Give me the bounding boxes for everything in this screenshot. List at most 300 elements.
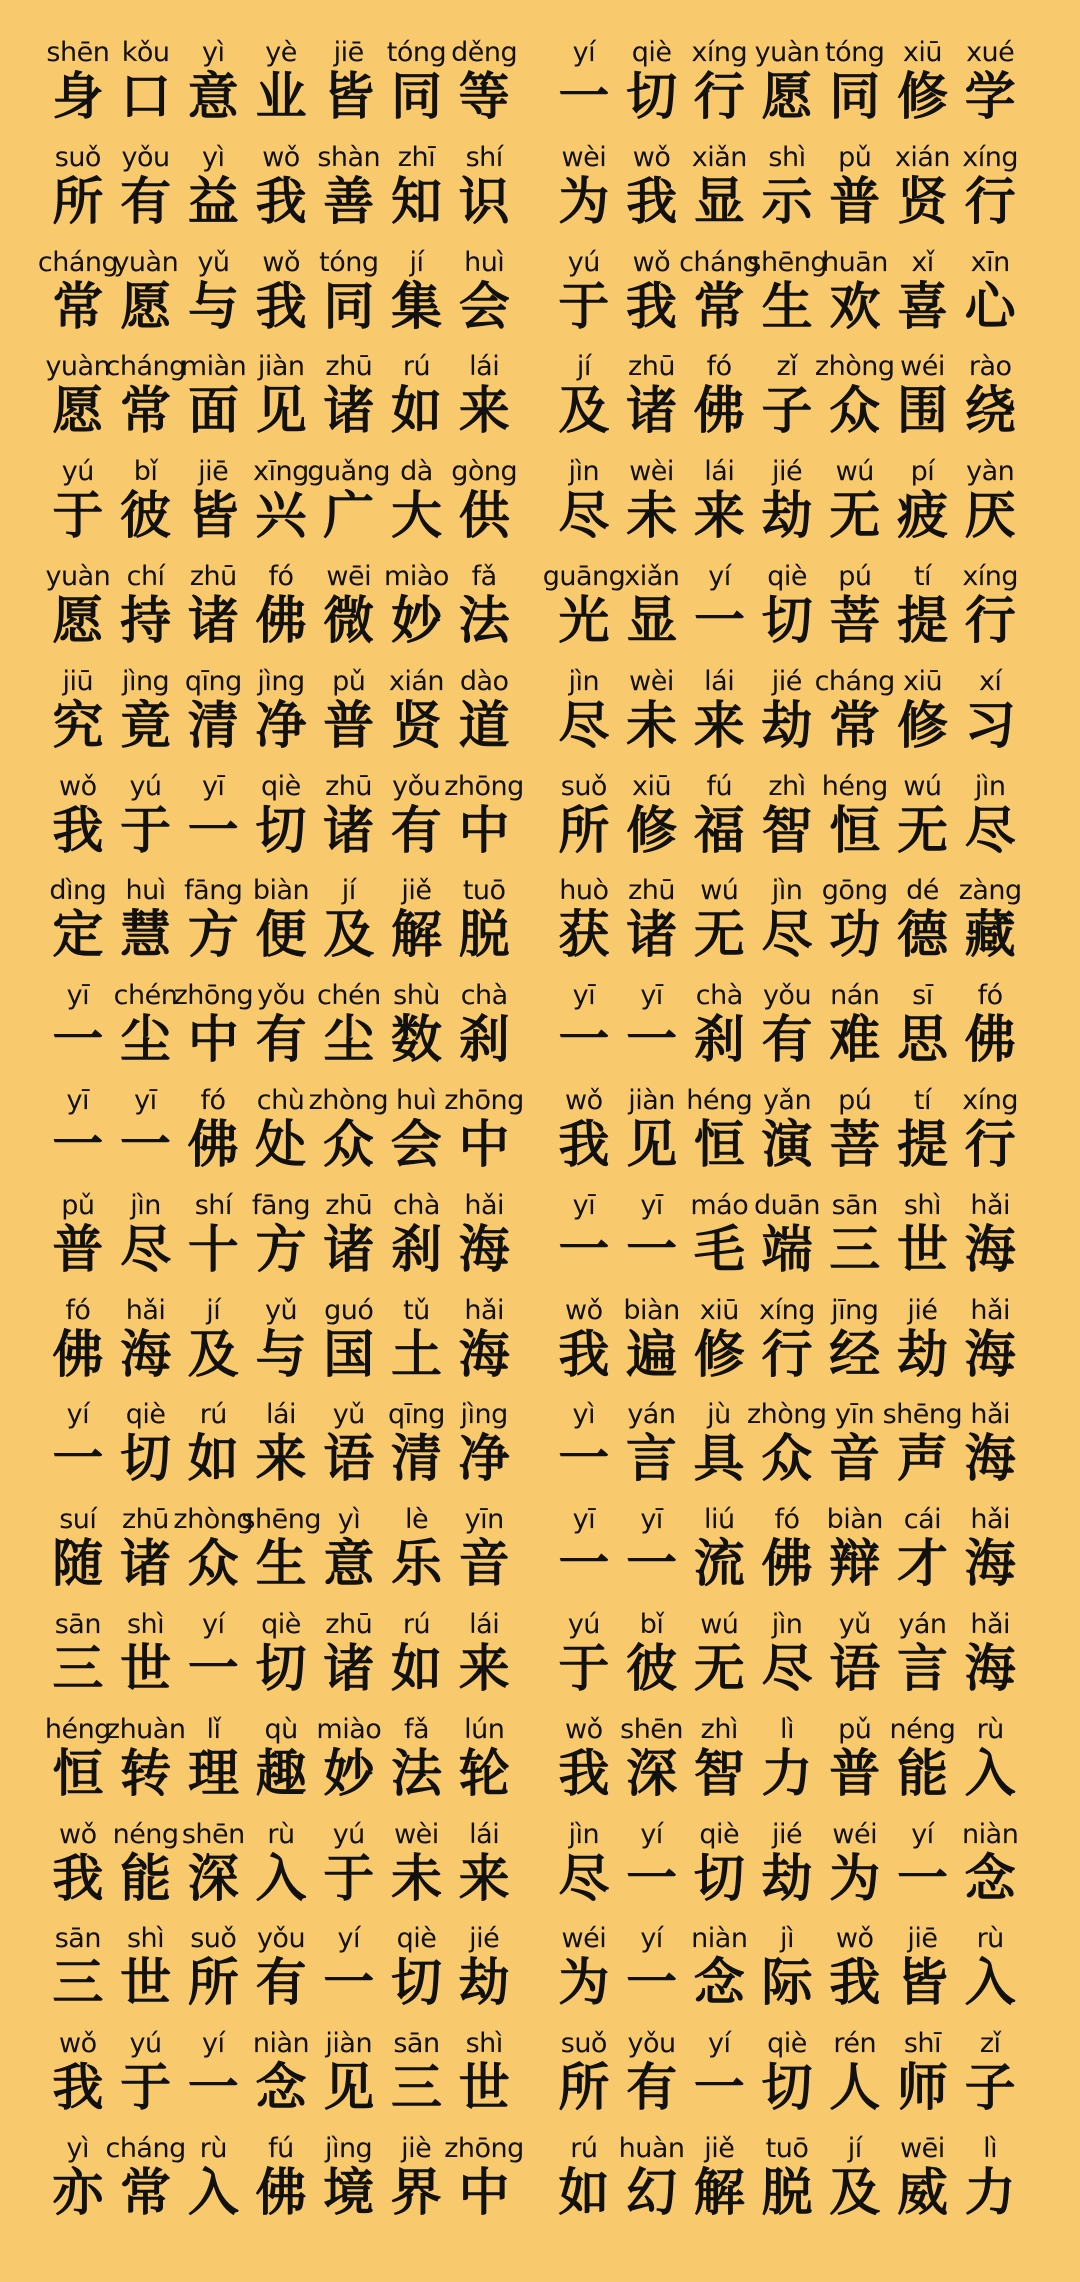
pinyin-text: zhū <box>628 875 676 907</box>
syllable <box>383 1922 451 2027</box>
hanzi-char: 尘 <box>120 1011 172 1071</box>
hanzi-char: 普 <box>829 172 881 232</box>
verse-line-left <box>0 350 540 455</box>
syllable <box>112 770 180 875</box>
pinyin-text: yán <box>627 1399 676 1431</box>
hanzi-char: 劫 <box>761 1849 813 1909</box>
hanzi-char: 来 <box>255 1430 307 1490</box>
syllable <box>450 1189 518 1294</box>
hanzi-char: 修 <box>693 1325 745 1385</box>
hanzi-char: 切 <box>255 1639 307 1699</box>
verse-row <box>0 36 1080 141</box>
pinyin-text: yí <box>911 1818 934 1850</box>
syllable <box>618 2132 686 2237</box>
syllable <box>315 665 383 770</box>
pinyin-text: hǎi <box>464 1294 504 1326</box>
syllable <box>685 979 753 1084</box>
syllable <box>179 874 247 979</box>
hanzi-char: 能 <box>896 1744 948 1804</box>
hanzi-char: 能 <box>120 1849 172 1909</box>
syllable <box>247 1398 315 1503</box>
hanzi-char: 兴 <box>255 487 307 547</box>
pinyin-text: tóng <box>386 37 447 68</box>
hanzi-char: 一 <box>187 801 239 861</box>
hanzi-char: 所 <box>187 1954 239 2014</box>
pinyin-text: yí <box>708 2028 731 2060</box>
verse-line-right <box>540 141 1080 246</box>
verse-line-left <box>0 1818 540 1923</box>
hanzi-char: 声 <box>896 1430 948 1490</box>
syllable <box>956 36 1024 141</box>
pinyin-text: qiè <box>767 560 808 592</box>
pinyin-text: zhòng <box>814 351 895 383</box>
hanzi-char: 一 <box>558 1220 610 1280</box>
pinyin-text: jié <box>771 1818 803 1850</box>
pinyin-text: jìng <box>121 665 170 697</box>
hanzi-char: 如 <box>187 1430 239 1490</box>
pinyin-text: jí <box>576 351 591 383</box>
hanzi-char: 中 <box>458 801 510 861</box>
syllable <box>105 2132 186 2237</box>
pinyin-text: huān <box>822 246 888 278</box>
verse-line-right <box>540 1922 1080 2027</box>
hanzi-char: 行 <box>964 172 1016 232</box>
pinyin-text: huò <box>559 875 609 907</box>
hanzi-char: 示 <box>761 172 813 232</box>
hanzi-char: 常 <box>829 696 881 756</box>
verse-line-right <box>540 560 1080 665</box>
syllable <box>112 2027 180 2132</box>
hanzi-char: 众 <box>322 1115 374 1175</box>
hanzi-char: 常 <box>52 277 104 337</box>
pinyin-text: zhū <box>325 1608 373 1640</box>
syllable <box>747 1398 827 1503</box>
hanzi-char: 光 <box>558 591 610 651</box>
hanzi-char: 诸 <box>187 591 239 651</box>
verse-line-left <box>0 36 540 141</box>
hanzi-char: 尘 <box>323 1011 375 1071</box>
pinyin-text: suǒ <box>560 2028 607 2060</box>
hanzi-char: 尽 <box>964 801 1016 861</box>
syllable <box>450 1503 518 1608</box>
pinyin-text: niàn <box>691 1923 748 1955</box>
pinyin-text: zhuàn <box>105 1713 186 1745</box>
syllable <box>753 1503 821 1608</box>
pinyin-text: sī <box>912 980 933 1012</box>
hanzi-char: 处 <box>255 1115 307 1175</box>
pinyin-text: yǒu <box>121 141 170 173</box>
verse-row <box>0 1922 1080 2027</box>
pinyin-text: jiàn <box>257 351 305 383</box>
pinyin-text: néng <box>112 1818 179 1850</box>
syllable <box>956 141 1024 246</box>
hanzi-char: 德 <box>896 906 948 966</box>
hanzi-char: 一 <box>52 1115 104 1175</box>
pinyin-text: wú <box>835 456 874 488</box>
syllable <box>383 246 451 351</box>
hanzi-char: 同 <box>829 68 881 127</box>
pinyin-text: yǔ <box>332 1399 365 1431</box>
syllable <box>179 665 247 770</box>
pinyin-text: xué <box>966 37 1015 68</box>
pinyin-text: yuàn <box>45 351 111 383</box>
syllable <box>550 665 618 770</box>
hanzi-char: 语 <box>829 1639 881 1699</box>
syllable <box>956 350 1024 455</box>
syllable <box>180 246 248 351</box>
hanzi-char: 尽 <box>761 906 813 966</box>
verse-row <box>0 1503 1080 1608</box>
hanzi-char: 尽 <box>120 1220 172 1280</box>
hanzi-char: 力 <box>964 2163 1016 2223</box>
hanzi-char: 获 <box>558 906 610 966</box>
hanzi-char: 流 <box>693 1535 745 1595</box>
syllable <box>247 874 315 979</box>
hanzi-char: 喜 <box>897 277 949 337</box>
syllable <box>315 1922 383 2027</box>
pinyin-text: fú <box>268 2132 294 2164</box>
hanzi-char: 常 <box>120 2163 172 2223</box>
syllable <box>889 36 957 141</box>
syllable <box>179 1294 247 1399</box>
syllable <box>383 1398 451 1503</box>
pinyin-text: niàn <box>962 1818 1019 1850</box>
pinyin-text: hǎi <box>970 1189 1010 1221</box>
pinyin-text: jìng <box>257 665 305 697</box>
syllable <box>179 1084 247 1189</box>
hanzi-char: 思 <box>896 1011 948 1071</box>
pinyin-text: zhōng <box>444 2132 524 2164</box>
pinyin-text: jìn <box>568 665 600 697</box>
verse-line-right <box>540 1294 1080 1399</box>
hanzi-char: 一 <box>52 1430 104 1490</box>
syllable <box>618 770 686 875</box>
pinyin-text: wǒ <box>565 1084 603 1116</box>
pinyin-text: hǎi <box>970 1399 1010 1431</box>
hanzi-char: 修 <box>626 801 678 861</box>
pinyin-text: miào <box>384 560 449 592</box>
syllable <box>889 1818 957 1923</box>
syllable <box>315 2027 383 2132</box>
hanzi-char: 入 <box>187 2163 239 2223</box>
syllable <box>889 665 957 770</box>
syllable <box>383 350 451 455</box>
hanzi-char: 三 <box>829 1220 881 1280</box>
pinyin-text: wéi <box>561 1923 607 1955</box>
pinyin-text: chí <box>126 560 165 592</box>
hanzi-char: 习 <box>964 696 1016 756</box>
pinyin-text: wéi <box>832 1818 878 1850</box>
verse-line-left <box>0 1189 540 1294</box>
hanzi-char: 随 <box>52 1535 104 1595</box>
pinyin-text: yí <box>708 560 731 592</box>
hanzi-char: 行 <box>761 1325 813 1385</box>
pinyin-text: yī <box>572 1504 596 1536</box>
hanzi-char: 一 <box>626 1849 678 1909</box>
pinyin-text: yí <box>640 1818 663 1850</box>
hanzi-char: 佛 <box>693 382 745 442</box>
pinyin-text: xián <box>388 665 445 697</box>
hanzi-char: 念 <box>964 1849 1016 1909</box>
hanzi-char: 众 <box>829 382 881 442</box>
verse-line-right <box>540 1398 1080 1503</box>
hanzi-char: 解 <box>390 906 442 966</box>
syllable <box>112 36 180 141</box>
pinyin-text: zhì <box>768 770 806 802</box>
syllable <box>450 141 518 246</box>
syllable <box>685 1189 753 1294</box>
verse-row <box>0 141 1080 246</box>
syllable <box>685 141 753 246</box>
pinyin-text: wǒ <box>59 770 97 802</box>
pinyin-text: guǎng <box>307 456 390 488</box>
pinyin-text: yīn <box>835 1399 875 1431</box>
hanzi-char: 刹 <box>693 1011 745 1071</box>
verse-row <box>0 560 1080 665</box>
syllable <box>444 2132 524 2237</box>
hanzi-char: 皆 <box>896 1954 948 2014</box>
pinyin-text: wēi <box>900 2132 945 2164</box>
syllable <box>882 1398 963 1503</box>
pinyin-text: lái <box>469 351 500 383</box>
syllable <box>307 455 390 560</box>
syllable <box>315 1398 383 1503</box>
pinyin-text: rù <box>199 2132 227 2164</box>
verse-line-left <box>0 770 540 875</box>
hanzi-char: 海 <box>458 1325 510 1385</box>
pinyin-text: lè <box>405 1504 429 1536</box>
pinyin-text: jiě <box>401 875 432 907</box>
pinyin-text: xiū <box>632 770 672 802</box>
verse-line-right <box>540 455 1080 560</box>
hanzi-char: 与 <box>255 1325 307 1385</box>
pinyin-text: děng <box>451 37 518 68</box>
pinyin-text: qīng <box>184 665 242 697</box>
hanzi-char: 切 <box>693 1849 745 1909</box>
hanzi-char: 深 <box>187 1849 239 1909</box>
syllable <box>618 1084 686 1189</box>
pinyin-text: xíng <box>962 560 1019 592</box>
syllable <box>315 1608 383 1713</box>
pinyin-text: jiē <box>198 456 229 488</box>
pinyin-text: yí <box>202 2028 225 2060</box>
pinyin-text: fó <box>774 1504 800 1536</box>
syllable <box>753 36 821 141</box>
syllable <box>956 1084 1024 1189</box>
hanzi-char: 端 <box>761 1220 813 1280</box>
pinyin-text: yí <box>202 1608 225 1640</box>
hanzi-char: 入 <box>255 1849 307 1909</box>
pinyin-text: jiàn <box>628 1084 675 1116</box>
syllable <box>179 1189 247 1294</box>
hanzi-char: 提 <box>897 591 949 651</box>
pinyin-text: jí <box>409 246 424 278</box>
syllable <box>889 141 957 246</box>
pinyin-text: cháng <box>105 2132 186 2164</box>
hanzi-char: 如 <box>558 2163 610 2223</box>
hanzi-char: 集 <box>391 277 443 337</box>
hanzi-char: 人 <box>829 2059 881 2119</box>
verse-row <box>0 350 1080 455</box>
pinyin-text: zhū <box>189 560 237 592</box>
hanzi-char: 常 <box>120 382 172 442</box>
pinyin-text: rù <box>976 1923 1004 1955</box>
pinyin-text: yú <box>129 770 162 802</box>
verse-line-right <box>540 979 1080 1084</box>
verse-row <box>0 1189 1080 1294</box>
syllable <box>44 350 112 455</box>
hanzi-char: 普 <box>323 696 375 756</box>
hanzi-char: 子 <box>761 382 813 442</box>
pinyin-text: shēng <box>241 1504 321 1536</box>
hanzi-char: 力 <box>761 1744 813 1804</box>
hanzi-char: 为 <box>558 172 610 232</box>
verse-row <box>0 1084 1080 1189</box>
pinyin-text: zhòng <box>308 1084 389 1116</box>
verse-row <box>0 2027 1080 2132</box>
hanzi-char: 切 <box>761 2059 813 2119</box>
pinyin-text: pǔ <box>61 1189 95 1221</box>
hanzi-char: 才 <box>896 1535 948 1595</box>
syllable <box>550 979 618 1084</box>
hanzi-char: 毛 <box>693 1220 745 1280</box>
syllable <box>315 770 383 875</box>
syllable <box>112 1398 180 1503</box>
verse-line-left <box>0 2027 540 2132</box>
pinyin-text: yī <box>66 980 90 1012</box>
hanzi-char: 疲 <box>896 487 948 547</box>
hanzi-char: 诸 <box>323 1639 375 1699</box>
hanzi-char: 佛 <box>187 1115 239 1175</box>
hanzi-char: 心 <box>964 277 1016 337</box>
pinyin-text: néng <box>889 1713 956 1745</box>
syllable <box>753 770 821 875</box>
pinyin-text: jí <box>847 2132 862 2164</box>
verse-line-left <box>0 1294 540 1399</box>
hanzi-char: 同 <box>390 68 442 127</box>
hanzi-char: 切 <box>761 591 813 651</box>
pinyin-text: xīn <box>970 246 1010 278</box>
pinyin-text: tuō <box>462 875 506 907</box>
pinyin-text: lǐ <box>206 1713 221 1745</box>
verse-row <box>0 1818 1080 1923</box>
syllable <box>44 874 112 979</box>
syllable <box>753 1818 821 1923</box>
syllable <box>753 455 821 560</box>
syllable <box>382 2132 450 2237</box>
pinyin-text: nán <box>830 980 880 1012</box>
pinyin-text: zǐ <box>776 351 798 383</box>
hanzi-char: 趣 <box>255 1744 307 1804</box>
hanzi-char: 佛 <box>255 591 307 651</box>
pinyin-text: wèi <box>629 456 674 488</box>
syllable <box>179 36 247 141</box>
syllable <box>550 36 618 141</box>
syllable <box>956 1922 1024 2027</box>
syllable <box>44 1084 112 1189</box>
syllable <box>821 36 889 141</box>
pinyin-text: yán <box>898 1608 947 1640</box>
pinyin-text: yí <box>66 1399 90 1431</box>
hanzi-char: 世 <box>120 1639 172 1699</box>
syllable <box>112 560 180 665</box>
syllable <box>247 770 315 875</box>
pinyin-text: shì <box>903 1189 942 1221</box>
pinyin-text: fāng <box>184 875 243 907</box>
pinyin-text: cháng <box>679 246 760 278</box>
pinyin-text: rú <box>570 2132 598 2164</box>
syllable <box>685 665 753 770</box>
hanzi-char: 海 <box>964 1430 1016 1490</box>
hanzi-char: 子 <box>964 2059 1016 2119</box>
pinyin-text: sān <box>54 1608 101 1640</box>
hanzi-char: 国 <box>323 1325 375 1385</box>
hanzi-char: 面 <box>188 382 240 442</box>
syllable <box>450 1608 518 1713</box>
pinyin-text: yǎn <box>762 1084 812 1116</box>
syllable <box>383 979 451 1084</box>
syllable <box>112 1294 180 1399</box>
verse-line-left <box>0 1608 540 1713</box>
syllable <box>308 1084 389 1189</box>
pinyin-text: bǐ <box>133 456 158 488</box>
verse-line-left <box>0 1398 540 1503</box>
syllable <box>550 874 618 979</box>
pinyin-text: xǐ <box>911 246 934 278</box>
syllable <box>315 874 383 979</box>
pinyin-text: xiǎn <box>624 560 680 592</box>
pinyin-text: xiū <box>902 665 943 697</box>
syllable <box>753 2027 821 2132</box>
pinyin-text: hǎi <box>970 1294 1010 1326</box>
hanzi-char: 持 <box>120 591 172 651</box>
pinyin-text: biàn <box>252 875 310 907</box>
pinyin-text: miàn <box>180 351 247 383</box>
pinyin-text: yì <box>66 2132 90 2164</box>
pinyin-text: wǒ <box>835 1923 874 1955</box>
hanzi-char: 见 <box>323 2059 375 2119</box>
syllable <box>383 2027 451 2132</box>
hanzi-char: 行 <box>964 1115 1016 1175</box>
hanzi-char: 于 <box>120 2059 172 2119</box>
hanzi-char: 脱 <box>458 906 510 966</box>
syllable <box>383 141 451 246</box>
hanzi-char: 切 <box>255 801 307 861</box>
hanzi-char: 转 <box>120 1744 172 1804</box>
hanzi-char: 知 <box>390 172 442 232</box>
pinyin-text: sān <box>54 1923 101 1955</box>
syllable <box>112 1503 180 1608</box>
pinyin-text: cháng <box>37 246 119 278</box>
hanzi-char: 一 <box>323 1954 375 2014</box>
hanzi-char: 与 <box>188 277 240 337</box>
syllable <box>180 2132 248 2237</box>
pinyin-text: shì <box>465 2028 503 2060</box>
hanzi-char: 一 <box>896 1849 948 1909</box>
pinyin-text: shēng <box>747 246 827 278</box>
pinyin-text: jiè <box>401 2132 432 2164</box>
pinyin-text: dà <box>400 456 433 488</box>
hanzi-char: 定 <box>52 906 104 966</box>
hanzi-char: 中 <box>458 2163 510 2223</box>
pinyin-text: pǔ <box>838 1713 872 1745</box>
verse-line-right <box>540 665 1080 770</box>
hanzi-char: 便 <box>255 906 307 966</box>
hanzi-char: 智 <box>693 1744 745 1804</box>
pinyin-text: héng <box>686 1084 753 1116</box>
syllable <box>685 2027 753 2132</box>
hanzi-char: 切 <box>390 1954 442 2014</box>
